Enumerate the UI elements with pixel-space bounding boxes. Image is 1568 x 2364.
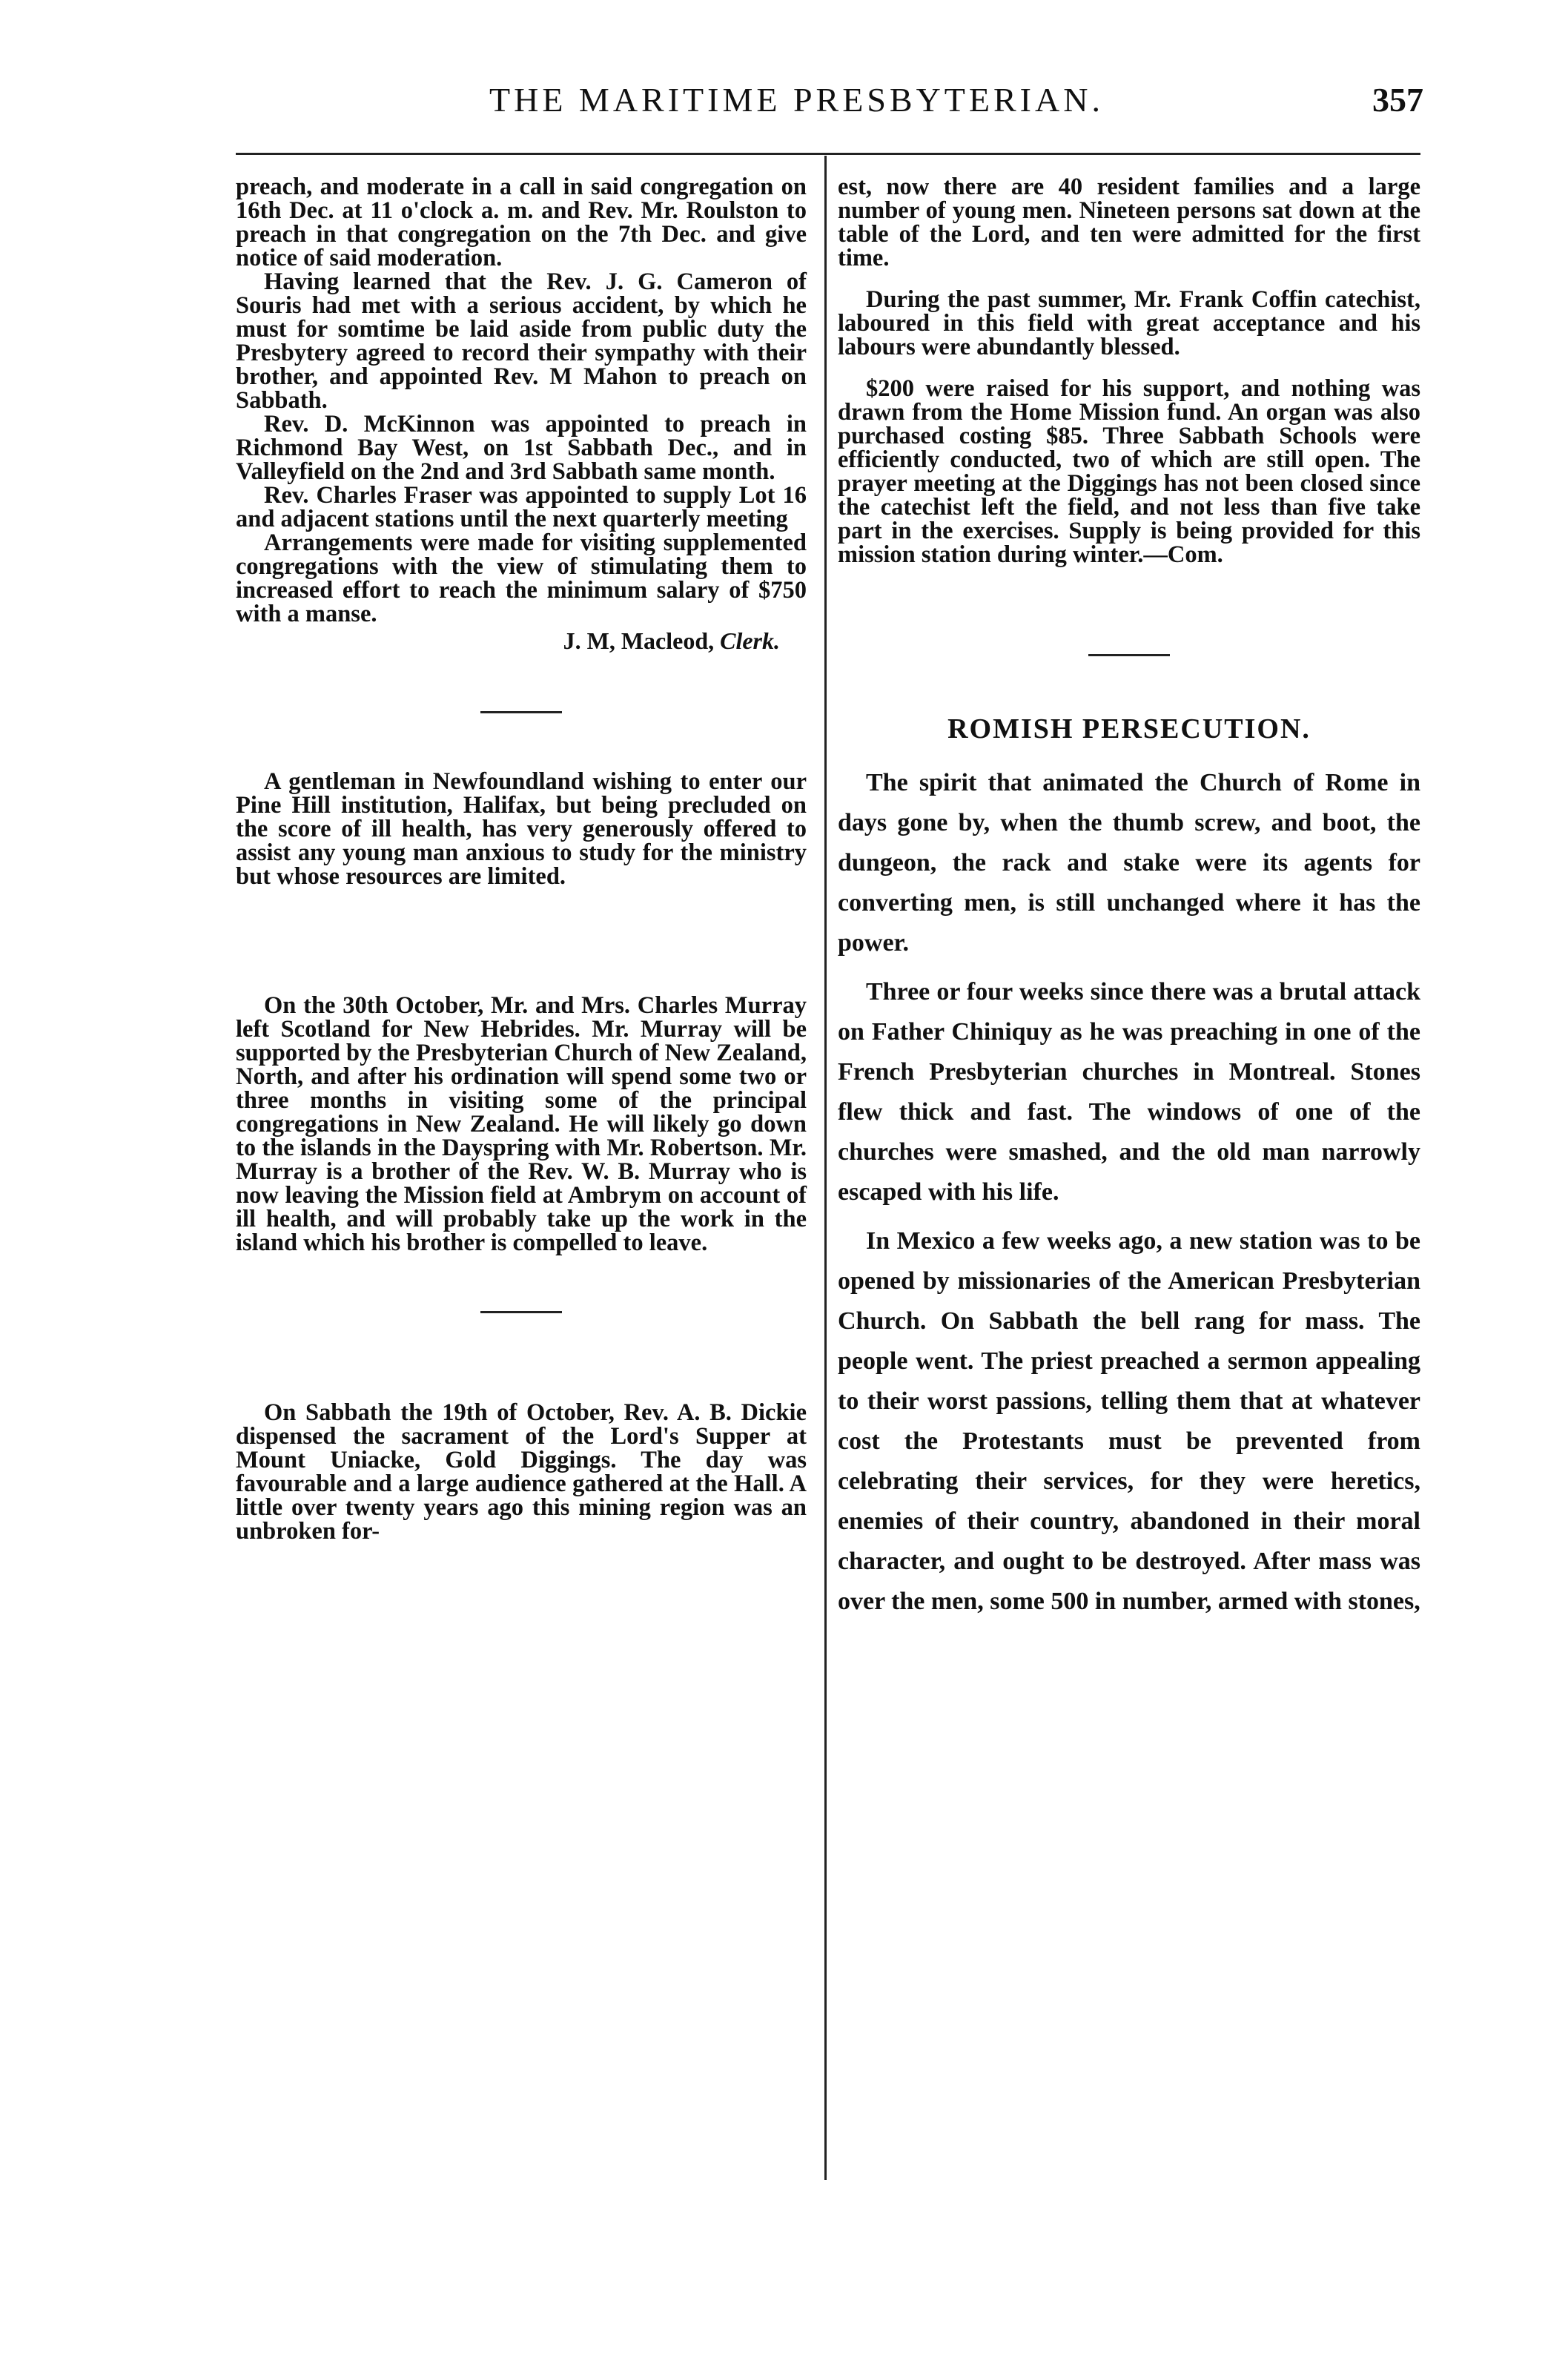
page-header xyxy=(222,80,1423,132)
left-column xyxy=(236,175,807,1543)
article-heading: ROMISH PERSECUTION. xyxy=(947,713,1311,744)
funds-paragraph: $200 were raised for his support, and nothing was drawn from the Home Mission fund. An organ was also purchased costing $85. Three Sabbath Schools were efficiently conducted, two of which are still open. The prayer meeting at the Diggings has not been closed since the catechist left the field, and not less than five take part in the exercises. Supply is being provided for this mission station during winter.—Com. xyxy=(838,375,1420,568)
murray-item: On the 30th October, Mr. and Mrs. Charles Murray left Scotland for New Hebrides. Mr. Murray will be supported by the Presbyterian Church of New Zealand, North, and after his ordination will spend some two or three months in visiting some of the principal congregations in New Zealand. He will likely go down to the islands in the Dayspring with Mr. Robertson. Mr. Murray is a brother of the Rev. W. B. Murray who is now leaving the Mission field at Ambrym on account of ill health, and will probably take up the work in the island which his brother is compelled to leave. xyxy=(236,992,807,1256)
running-title: THE MARITIME PRESBYTERIAN. xyxy=(489,81,1104,119)
persecution-paragraph-2: Three or four weeks since there was a brutal attack on Father Chiniquy as he was preaching in one of the French Presbyterian churches in Montreal. Stones flew thick and fast. The windows of one of the churches were smashed, and the old man narrowly escaped with his life. xyxy=(838,978,1420,1206)
newfoundland-item: A gentleman in Newfoundland wishing to enter our Pine Hill institution, Halifax, but being precluded on the score of ill health, has very generously offered to assist any young man anxious to study for the ministry but whose resources are limited. xyxy=(236,768,807,890)
right-column xyxy=(838,175,1420,1622)
persecution-paragraph-3: In Mexico a few weeks ago, a new station was to be opened by missionaries of the American Presbyterian Church. On Sabbath the bell rang for mass. The people went. The priest preached a sermon appealing to their worst passions, telling them that at whatever cost the Protestants must be prevented from celebrating their services, for they were heretics, enemies of their country, abandoned in their moral character, and ought to be destroyed. After mass was over the men, some 500 in number, armed with stones, xyxy=(838,1227,1420,1615)
presbytery-paragraph-2: Having learned that the Rev. J. G. Cameron of Souris had met with a serious accident, by which he must for somtime be laid aside from public duty the Presbytery agreed to record their sympathy with their brother, and appointed Rev. M Mahon to preach on Sabbath. xyxy=(236,268,807,414)
presbytery-paragraph-3: Rev. D. McKinnon was appointed to preach in Richmond Bay West, on 1st Sabbath Dec., and in Valleyfield on the 2nd and 3rd Sabbath same month. xyxy=(236,411,807,485)
signature-name: J. M, Macleod, xyxy=(563,627,715,654)
presbytery-paragraph-1: preach, and moderate in a call in said congregation on 16th Dec. at 11 o'clock a. m. and Rev. Mr. Roulston to preach in that congregation on the 7th Dec. and give notice of said moderation. xyxy=(236,174,807,271)
persecution-paragraph-1: The spirit that animated the Church of Rome in days gone by, when the thumb screw, and boot, the dungeon, the rack and stake were its agents for converting men, is still unchanged where it has the power. xyxy=(838,769,1420,957)
header-rule xyxy=(236,153,1420,155)
presbytery-paragraph-5: Arrangements were made for visiting supplemented congregations with the view of stimulating them to increased effort to reach the minimum salary of $750 with a manse. xyxy=(236,529,807,627)
presbytery-paragraph-4: Rev. Charles Fraser was appointed to supply Lot 16 and adjacent stations until the next quarterly meeting xyxy=(236,482,807,532)
coffin-paragraph: During the past summer, Mr. Frank Coffin catechist, laboured in this field with great acceptance and his labours were abundantly blessed. xyxy=(838,286,1420,360)
dickie-continued: est, now there are 40 resident families and a large number of young men. Nineteen persons sat down at the table of the Lord, and ten were admitted for the first time. xyxy=(838,174,1420,271)
clerk-signature xyxy=(236,627,807,655)
signature-title: Clerk. xyxy=(720,627,780,654)
page-number: 357 xyxy=(1372,81,1423,119)
dickie-item: On Sabbath the 19th of October, Rev. A. B. Dickie dispensed the sacrament of the Lord's Supper at Mount Uniacke, Gold Diggings. The day was favourable and a large audience gathered at the Hall. A little over twenty years ago this mining region was an unbroken for- xyxy=(236,1399,807,1545)
column-rule xyxy=(824,156,827,2180)
